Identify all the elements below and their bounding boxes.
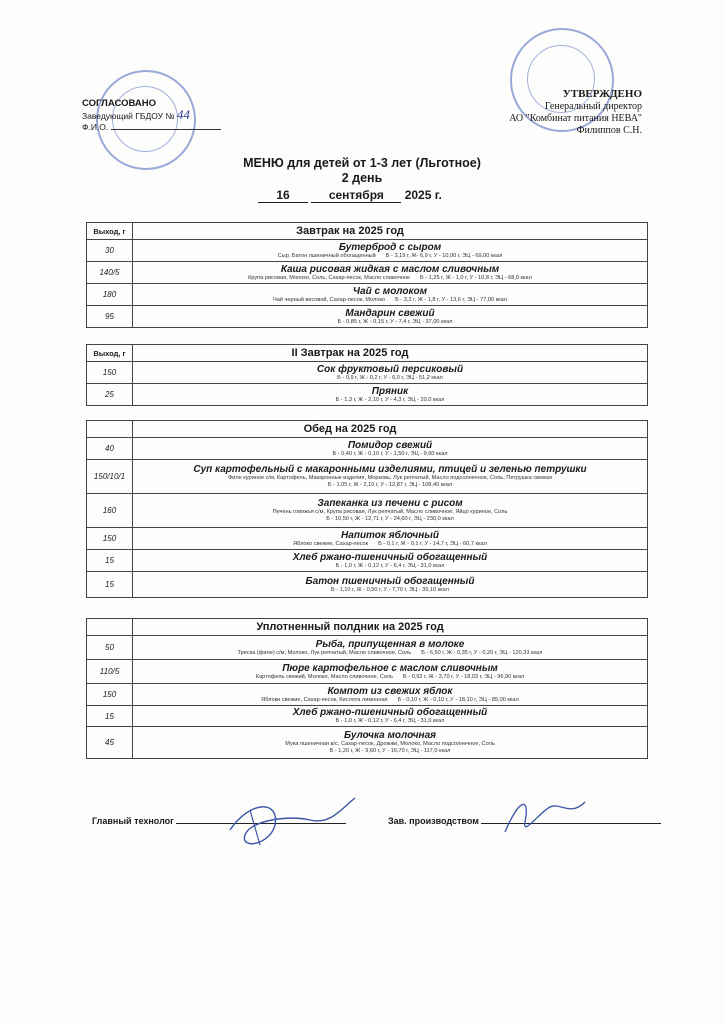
output-cell: 180 bbox=[87, 284, 133, 306]
table-row bbox=[87, 384, 648, 406]
signature-line bbox=[111, 129, 221, 130]
table-row bbox=[87, 660, 648, 684]
table-row bbox=[87, 684, 648, 706]
approval-block-left bbox=[82, 98, 221, 133]
second-breakfast-table bbox=[86, 344, 648, 406]
table-row bbox=[87, 362, 648, 384]
dish-name: Батон пшеничный обогащенный bbox=[305, 575, 475, 587]
nutrition: Б - 1,0 г, Ж - 0,12 г, У - 6,4 г, ЭЦ - 31,0 ккал bbox=[335, 562, 445, 569]
output-cell: 40 bbox=[87, 438, 133, 460]
dish-name: Мандарин свежий bbox=[345, 307, 435, 319]
table-row bbox=[87, 494, 648, 528]
title-line1: МЕНЮ для детей от 1-3 лет (Льготное) bbox=[243, 156, 481, 170]
nutrition: Б - 0,9 г, Ж - 0,2 г, У - 6,0 г, ЭЦ - 51,2 ккал bbox=[337, 374, 443, 381]
output-cell: 95 bbox=[87, 306, 133, 328]
section-header bbox=[87, 345, 648, 362]
nutrition: Б - 3,19 г, Ж- 6,9 г, У - 10,00 г, ЭЦ - 69,00 ккал bbox=[385, 252, 503, 259]
ingredients: Чай черный весовой, Сахар-песок, Молоко bbox=[272, 296, 386, 303]
handwritten-signature-right bbox=[500, 792, 590, 842]
date-year: 2025 г. bbox=[404, 188, 442, 202]
approver-position: Генеральный директор bbox=[544, 101, 642, 112]
dish-name: Рыба, припущенная в молоке bbox=[315, 638, 465, 650]
table-row bbox=[87, 438, 648, 460]
nutrition: Б - 1,0 г, Ж - 0,12 г, У - 6,4 г, ЭЦ - 31,0 ккал bbox=[335, 718, 445, 724]
table-row bbox=[87, 727, 648, 759]
output-cell: 15 bbox=[87, 550, 133, 572]
signature-label: Зав. производством bbox=[388, 816, 479, 826]
dish-name: Сок фруктовый персиковый bbox=[316, 363, 464, 375]
output-cell: 140/5 bbox=[87, 262, 133, 284]
nutrition: Б - 0,40 г, Ж - 0,10 г, У - 1,50 г, ЭЦ - 9,60 ккал bbox=[332, 450, 448, 457]
output-cell: 25 bbox=[87, 384, 133, 406]
approved-position: Заведующий ГБДОУ № bbox=[82, 111, 175, 121]
nutrition: Б - 0,10 г, Ж - 0,10 г, У - 18,10 г, ЭЦ - 85,00 ккал bbox=[397, 696, 519, 703]
approved-heading: СОГЛАСОВАНО bbox=[82, 98, 156, 109]
ingredients: Картофель свежий, Молоко, Масло сливочное, Соль bbox=[255, 673, 393, 680]
output-cell: 150 bbox=[87, 362, 133, 384]
output-header: Выход, г bbox=[87, 345, 133, 362]
table-row bbox=[87, 550, 648, 572]
nutrition: Б - 6,50 г, Ж - 0,35 г, У - 0,20 г, ЭЦ - 120,33 ккал bbox=[421, 649, 543, 656]
ingredients: Треска (филе) с/м, Молоко, Лук репчатый, Масло сливочное, Соль bbox=[237, 649, 412, 656]
output-cell: 50 bbox=[87, 636, 133, 660]
output-cell: 110/5 bbox=[87, 660, 133, 684]
table-row bbox=[87, 284, 648, 306]
section-title: Уплотненный полдник на 2025 год bbox=[133, 619, 648, 636]
approver-name: Филиппов С.Н. bbox=[576, 125, 642, 136]
output-cell: 15 bbox=[87, 706, 133, 727]
approver-company: АО "Комбинат питания НЕВА" bbox=[509, 113, 642, 124]
nutrition: Б - 1,10 г, Ж - 0,50 г, У - 7,70 г, ЭЦ - 39,10 ккал bbox=[330, 586, 450, 593]
lunch-table bbox=[86, 420, 648, 598]
title-day: 2 день bbox=[341, 171, 383, 185]
approved-heading-right: УТВЕРЖДЕНО bbox=[562, 88, 642, 100]
nutrition: Б - 1,25 г, Ж - 1,0 г, У - 10,8 г, ЭЦ - 68,0 ккал bbox=[420, 274, 532, 281]
dish-name: Компот из свежих яблок bbox=[327, 685, 453, 697]
output-header bbox=[87, 421, 133, 438]
nutrition: Б - 1,05 г, Ж - 2,10 г, У - 12,87 г, ЭЦ - 108,40 ккал bbox=[327, 482, 453, 488]
school-number: 44 bbox=[176, 107, 190, 122]
nutrition: Б - 0,92 г, Ж - 3,70 г, У - 18,03 г, ЭЦ - 96,90 ккал bbox=[402, 673, 525, 680]
output-header bbox=[87, 619, 133, 636]
dish-name: Чай с молоком bbox=[352, 285, 428, 297]
nutrition: Б - 10,50 г, Ж - 12,71 г, У - 24,60 г, ЭЦ - 230,0 ккал bbox=[326, 516, 454, 522]
ingredients: Яблоки свежие, Сахар-песок, Кислота лимонная bbox=[261, 696, 388, 703]
section-title: II Завтрак на 2025 год bbox=[133, 345, 648, 362]
output-header: Выход, г bbox=[87, 223, 133, 240]
output-cell: 30 bbox=[87, 240, 133, 262]
dish-name: Пюре картофельное с маслом сливочным bbox=[282, 662, 498, 674]
ingredients: Мука пшеничная в/с, Сахар-песок, Дрожжи, Молоко, Масло подсолнечное, Соль bbox=[285, 741, 495, 747]
table-row bbox=[87, 306, 648, 328]
table-row bbox=[87, 636, 648, 660]
section-header bbox=[87, 619, 648, 636]
nutrition: Б - 0,1 г, Ж - 0,1 г, У - 14,7 г, ЭЦ - 60,7 ккал bbox=[378, 540, 487, 547]
dish-name: Запеканка из печени с рисом bbox=[317, 498, 463, 509]
output-cell: 15 bbox=[87, 572, 133, 598]
breakfast-table bbox=[86, 222, 648, 328]
menu-title bbox=[0, 156, 724, 186]
output-cell: 150 bbox=[87, 528, 133, 550]
nutrition: Б - 1,3 г, Ж - 2,10 г, У - 4,3 г, ЭЦ - 20,0 ккал bbox=[335, 396, 445, 403]
ingredients: Печень говяжья с/м, Крупа рисовая, Лук репчатый, Масло сливочное, Яйцо куриное, Соль bbox=[272, 509, 508, 515]
ingredients: Яблоко свежее, Сахар-песок bbox=[293, 540, 369, 547]
dish-name: Напиток яблочный bbox=[341, 529, 439, 541]
output-cell: 160 bbox=[87, 494, 133, 528]
table-row bbox=[87, 240, 648, 262]
table-row bbox=[87, 460, 648, 494]
nutrition: Б - 1,20 г, Ж - 9,60 г, У - 16,70 г, ЭЦ - 117,0 ккал bbox=[329, 748, 451, 754]
ingredients: Крупа рисовая, Молоко, Соль, Сахар-песок, Масло сливочное bbox=[248, 274, 411, 281]
approval-block-right bbox=[509, 88, 642, 137]
section-title: Обед на 2025 год bbox=[133, 421, 648, 438]
afternoon-snack-table bbox=[86, 618, 648, 759]
output-cell: 150/10/1 bbox=[87, 460, 133, 494]
dish-name: Помидор свежий bbox=[347, 439, 433, 451]
ingredients: Сыр, Батон пшеничный обогащенный bbox=[277, 252, 376, 259]
nutrition: Б - 0,85 г, Ж - 0,15 г, У - 7,4 г, ЭЦ - 37,00 ккал bbox=[337, 318, 453, 325]
section-header bbox=[87, 223, 648, 240]
table-row bbox=[87, 262, 648, 284]
handwritten-signature-left bbox=[220, 790, 360, 860]
table-row bbox=[87, 706, 648, 727]
signature-label: Главный технолог bbox=[92, 816, 174, 826]
output-cell: 150 bbox=[87, 684, 133, 706]
dish-name: Хлеб ржано-пшеничный обогащенный bbox=[292, 707, 488, 718]
dish-name: Булочка молочная bbox=[343, 730, 437, 741]
dish-name: Бутерброд с сыром bbox=[338, 241, 442, 253]
approved-name-label: Ф.И.О. bbox=[82, 122, 109, 132]
dish-name: Суп картофельный с макаронными изделиями, птицей и зеленью петрушки bbox=[193, 464, 587, 475]
menu-date bbox=[258, 188, 442, 203]
section-header bbox=[87, 421, 648, 438]
ingredients: Филе куриное с/м, Картофель, Макаронные изделия, Морковь, Лук репчатый, Масло подсолнечное, Соль, Петрушка свежая bbox=[227, 475, 553, 481]
dish-name: Пряник bbox=[371, 385, 409, 397]
date-day: 16 bbox=[258, 188, 308, 203]
dish-name: Каша рисовая жидкая с маслом сливочным bbox=[280, 263, 500, 275]
section-title: Завтрак на 2025 год bbox=[133, 223, 648, 240]
nutrition: Б - 3,2 г, Ж - 1,8 г, У - 13,6 г, ЭЦ - 77,00 ккал bbox=[395, 296, 508, 303]
output-cell: 45 bbox=[87, 727, 133, 759]
date-month: сентября bbox=[311, 188, 401, 203]
dish-name: Хлеб ржано-пшеничный обогащенный bbox=[292, 551, 488, 563]
table-row bbox=[87, 528, 648, 550]
table-row bbox=[87, 572, 648, 598]
